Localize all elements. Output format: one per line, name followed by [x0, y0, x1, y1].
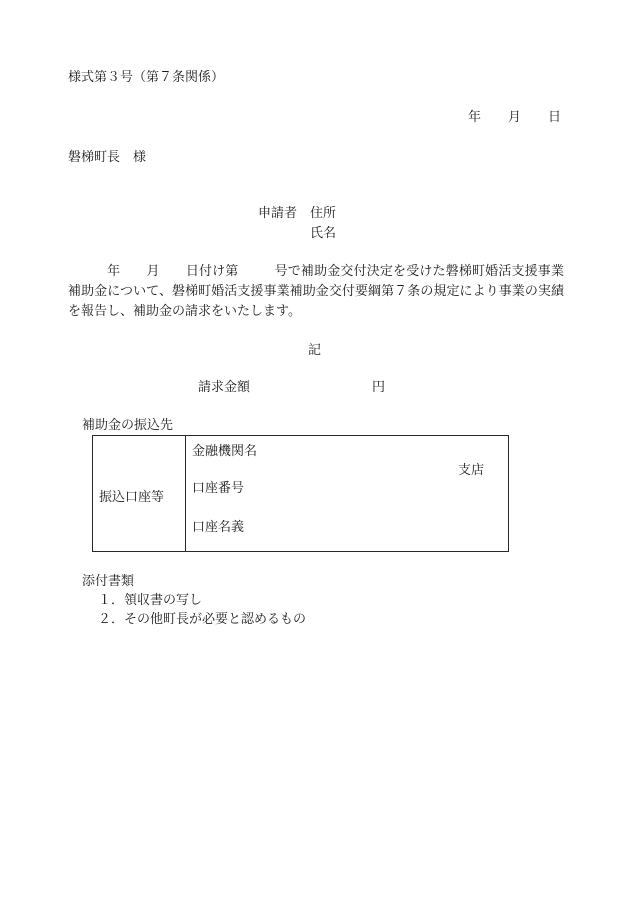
form-number: 様式第３号（第７条関係） — [68, 70, 225, 85]
account-number-label: 口座番号 — [192, 481, 245, 496]
body-day-ref: 日付け第 — [185, 264, 239, 279]
addressee: 磐梯町長 様 — [68, 150, 147, 165]
attachment-item: １．領収書の写し — [98, 593, 203, 608]
bank-section-title: 補助金の振込先 — [82, 418, 174, 433]
bank-row-label: 振込口座等 — [99, 490, 165, 505]
bank-details-cell — [186, 436, 509, 552]
institution-label: 金融機関名 — [192, 444, 258, 459]
attachments-title: 添付書類 — [82, 574, 135, 589]
body-year: 年 — [107, 264, 121, 279]
account-name-label: 口座名義 — [192, 520, 245, 535]
applicant-address-label: 住所 — [310, 206, 337, 221]
applicant-name-label: 氏名 — [310, 226, 337, 241]
date-month: 月 — [508, 110, 522, 125]
attachment-item: ２．その他町長が必要と認めるもの — [98, 612, 307, 627]
branch-label: 支店 — [458, 463, 485, 478]
bank-row-label-cell — [93, 436, 186, 552]
bank-account-table — [92, 435, 509, 552]
body-month: 月 — [146, 264, 160, 279]
date-day: 日 — [548, 110, 562, 125]
date-year: 年 — [468, 110, 482, 125]
body-text: 号で補助金交付決定を受けた磐梯町婚活支援事業補助金について、磐梯町婚活支援事業補助金交付要綱第７条の規定により事業の実績を報告し、補助金の請求をいたします。 — [68, 264, 564, 319]
claim-amount-unit: 円 — [372, 380, 386, 395]
report-body — [68, 262, 564, 322]
ki-heading: 記 — [308, 343, 322, 358]
claim-amount-label: 請求金額 — [198, 380, 251, 395]
applicant-label: 申請者 — [258, 206, 298, 221]
